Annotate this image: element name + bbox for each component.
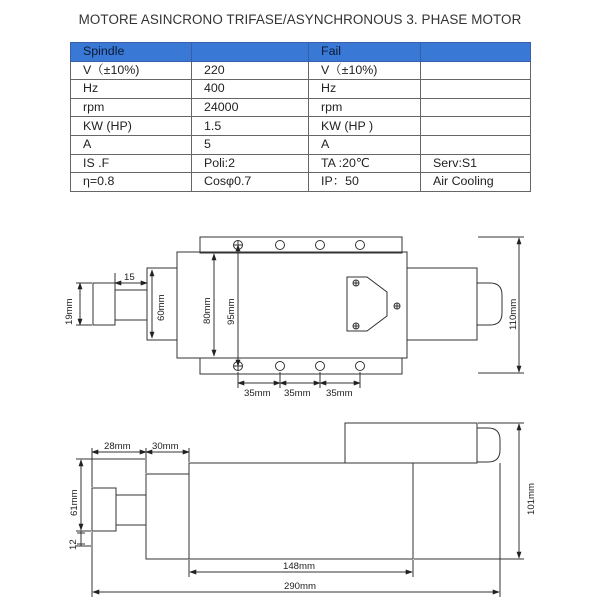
dim-label-35mm-1: 35mm [244, 388, 271, 399]
header-fail: Fail [309, 43, 421, 62]
table-cell: Hz [309, 80, 421, 99]
rear-cap [477, 428, 500, 462]
table-cell: Cosφ0.7 [192, 173, 309, 192]
rear-cap [477, 283, 502, 325]
table-cell: KW (HP) [71, 117, 192, 136]
header-spindle: Spindle [71, 43, 192, 62]
dim-label-35mm-2: 35mm [284, 388, 311, 399]
shaft-collar [115, 290, 147, 320]
shaft-nose [93, 283, 115, 325]
dim-label-19mm: 19mm [64, 298, 75, 325]
mounting-rail-top [200, 237, 402, 253]
terminal-box [345, 423, 477, 463]
dim-label-12: 12 [68, 539, 79, 550]
mount-hole [316, 241, 325, 250]
mount-hole [356, 362, 365, 371]
connector-block [347, 277, 387, 331]
shaft-collar [116, 495, 146, 525]
mounting-rail-bottom [200, 358, 402, 374]
table-cell: IP：50 [309, 173, 421, 192]
table-cell: 1.5 [192, 117, 309, 136]
table-cell: KW (HP ) [309, 117, 421, 136]
page-title: MOTORE ASINCRONO TRIFASE/ASYNCHRONOUS 3. PHASE MOTOR [78, 12, 522, 27]
dim-label-28mm: 28mm [104, 441, 131, 452]
table-cell: rpm [309, 98, 421, 117]
dim-label-148mm: 148mm [283, 561, 315, 572]
table-cell: V（±10%) [309, 61, 421, 80]
dim-label-35mm-3: 35mm [326, 388, 353, 399]
table-cell: 5 [192, 135, 309, 154]
dim-label-60mm: 60mm [156, 294, 167, 321]
table-cell: 24000 [192, 98, 309, 117]
table-cell: V（±10%) [71, 61, 192, 80]
dim-label-95mm: 95mm [226, 298, 237, 325]
dim-label-110mm: 110mm [508, 298, 519, 330]
front-flange [146, 474, 189, 559]
table-cell: Serv:S1 [421, 154, 531, 173]
table-cell: Hz [71, 80, 192, 99]
rear-housing [407, 268, 477, 340]
dim-label-80mm: 80mm [202, 297, 213, 324]
table-cell: Air Cooling [421, 173, 531, 192]
top-view [76, 237, 524, 388]
mount-hole [276, 362, 285, 371]
dim-label-290mm: 290mm [284, 581, 316, 592]
dim-label-101mm: 101mm [526, 483, 537, 515]
mount-hole [316, 362, 325, 371]
table-cell: IS .F [71, 154, 192, 173]
table-cell: TA :20℃ [309, 154, 421, 173]
table-cell: Poli:2 [192, 154, 309, 173]
dim-label-15: 15 [124, 272, 135, 283]
shaft-nose [92, 488, 116, 531]
mount-hole [356, 241, 365, 250]
table-cell: rpm [71, 98, 192, 117]
motor-body [189, 463, 413, 559]
table-cell: A [71, 135, 192, 154]
table-cell: 400 [192, 80, 309, 99]
dim-label-61mm: 61mm [69, 489, 80, 516]
table-cell: A [309, 135, 421, 154]
dim-label-30mm: 30mm [152, 441, 179, 452]
mount-hole [276, 241, 285, 250]
table-cell: 220 [192, 61, 309, 80]
table-cell: η=0.8 [71, 173, 192, 192]
